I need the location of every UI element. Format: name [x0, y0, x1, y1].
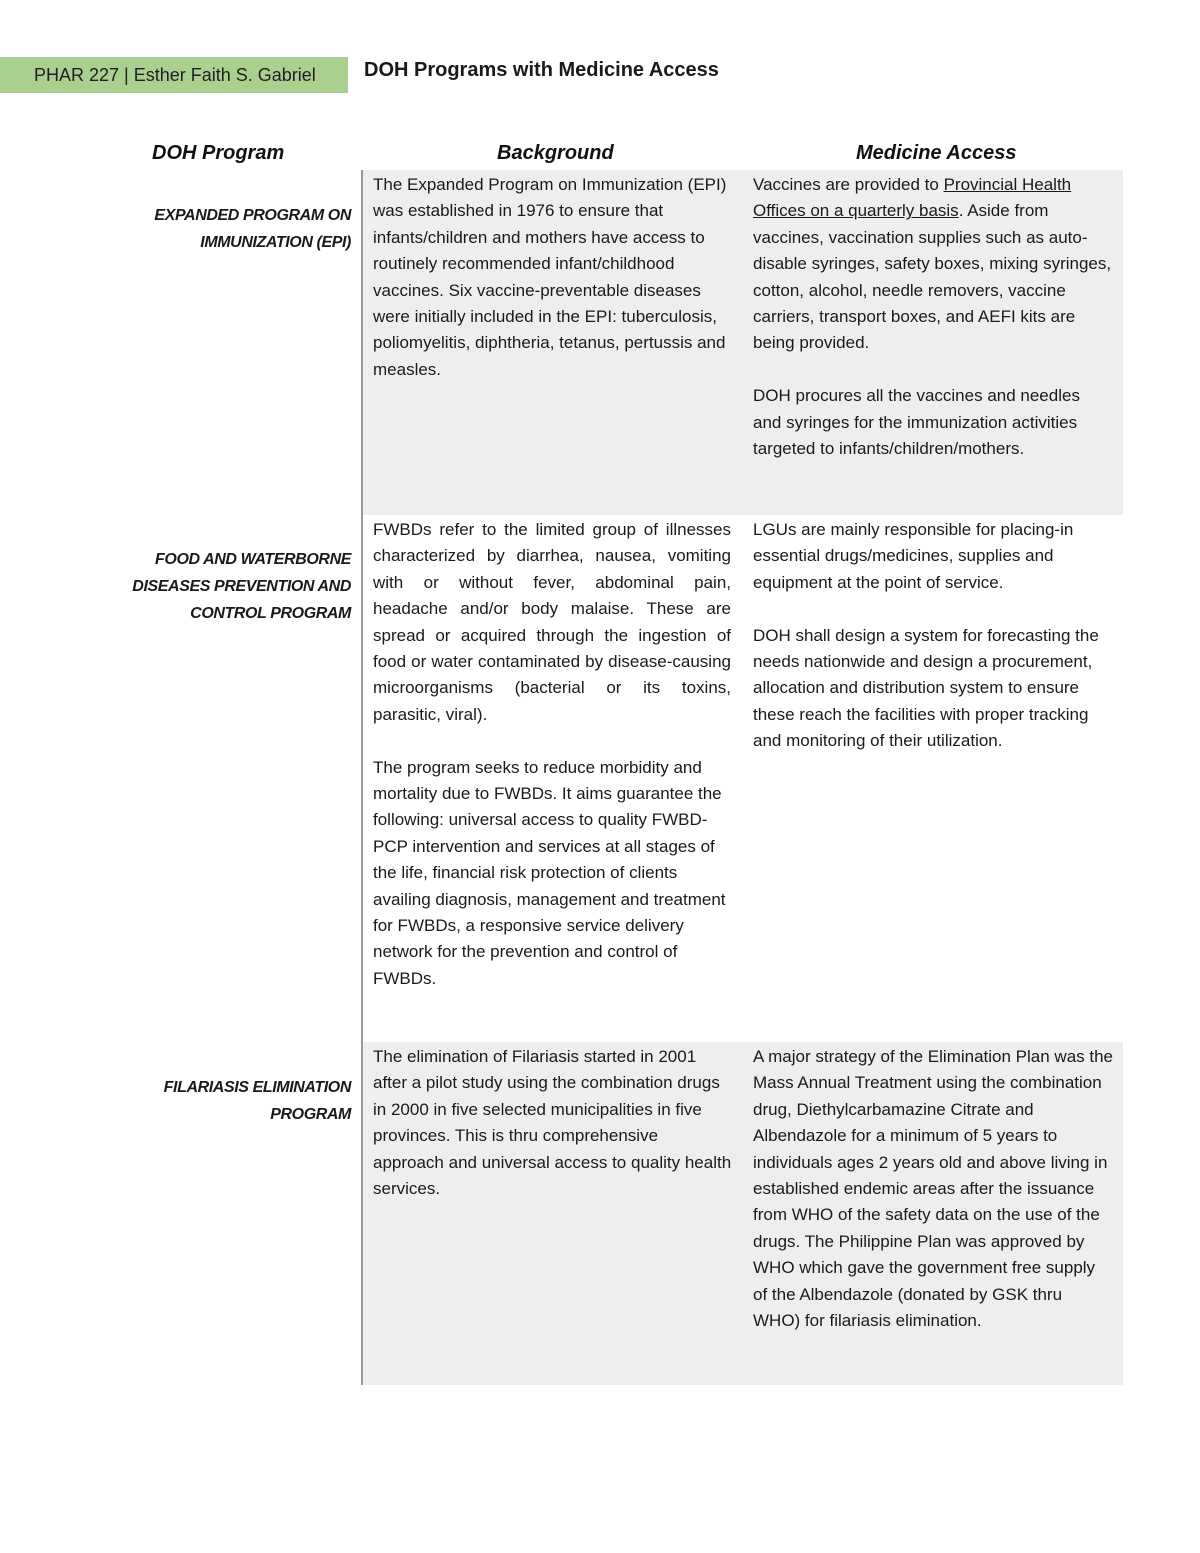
document-title: DOH Programs with Medicine Access [364, 59, 719, 81]
background-text: FWBDs refer to the limited group of illnesses characterized by diarrhea, nausea, vomiting with or without fever, abdominal pain, headache and/or body malaise. These are spread or acquired through the ingestion of food or water contaminated by disease-causing microorganisms (bacterial or its toxins, parasitic, viral). [373, 520, 731, 724]
access-text-2: DOH shall design a system for forecasting the needs nationwide and design a procurement, allocation and distribution system to ensure these reach the facilities with proper tracking and monitoring of their utilization. [753, 625, 1099, 751]
access-link-text: Provincial Health Offices on a quarterly basis [753, 175, 1072, 221]
access-text: Vaccines are provided to Provincial Health Offices on a quarterly basis. Aside from vaccines, vaccination supplies such as auto-disable syringes, safety boxes, mixing syringes, cotton, alcohol, needle removers, vaccine carriers, transport boxes, and AEFI kits are being provided. [753, 175, 1112, 353]
background-cell-fwbd [363, 515, 745, 1042]
column-header-program: DOH Program [152, 142, 285, 164]
program-name-filariasis: FILARIASIS ELIMINATION PROGRAM [163, 1079, 351, 1123]
access-text-2: DOH procures all the vaccines and needles and syringes for the immunization activities targeted to infants/children/mothers. [753, 386, 1080, 459]
access-text: A major strategy of the Elimination Plan was the Mass Annual Treatment using the combination drug, Diethylcarbamazine Citrate and Albendazole for a minimum of 5 years to individuals ages 2 years old and above living in established endemic areas after the issuance from WHO of the safety data on the use of the drugs. The Philippine Plan was approved by WHO which gave the government free supply of the Albendazole (donated by GSK thru WHO) for filariasis elimination. [753, 1047, 1114, 1331]
background-cell-filariasis [363, 1042, 745, 1385]
column-header-medicine-access: Medicine Access [856, 142, 1017, 164]
program-name-fwbd: FOOD AND WATERBORNE DISEASES PREVENTION AND CONTROL PROGRAM [132, 551, 351, 622]
access-text: LGUs are mainly responsible for placing-in essential drugs/medicines, supplies and equipment at the point of service. [753, 520, 1074, 592]
course-author: PHAR 227 | Esther Faith S. Gabriel [34, 64, 316, 85]
access-cell-filariasis [745, 1042, 1123, 1385]
background-text: The elimination of Filariasis started in 2001 after a pilot study using the combination drugs in 2000 in five selected municipalities in five provinces. This is thru comprehensive approach and universal access to quality health services. [373, 1047, 732, 1199]
column-header-background: Background [497, 142, 614, 164]
background-text-2: The program seeks to reduce morbidity and mortality due to FWBDs. It aims guarantee the following: universal access to quality FWBD-PCP intervention and services at all stages of the life, financial risk protection of clients availing diagnosis, management and treatment for FWBDs, a responsive service delivery network for the prevention and control of FWBDs. [373, 757, 726, 988]
access-cell-epi [745, 170, 1123, 515]
background-cell-epi [363, 170, 745, 515]
access-cell-fwbd [745, 515, 1123, 1042]
header-band [0, 57, 348, 93]
background-text: The Expanded Program on Immunization (EPI) was established in 1976 to ensure that infants/children and mothers have access to routinely recommended infant/childhood vaccines. Six vaccine-preventable diseases were initially included in the EPI: tuberculosis, poliomyelitis, diphtheria, tetanus, pertussis and measles. [373, 175, 727, 379]
program-name-epi: EXPANDED PROGRAM ON IMMUNIZATION (EPI) [154, 207, 351, 251]
